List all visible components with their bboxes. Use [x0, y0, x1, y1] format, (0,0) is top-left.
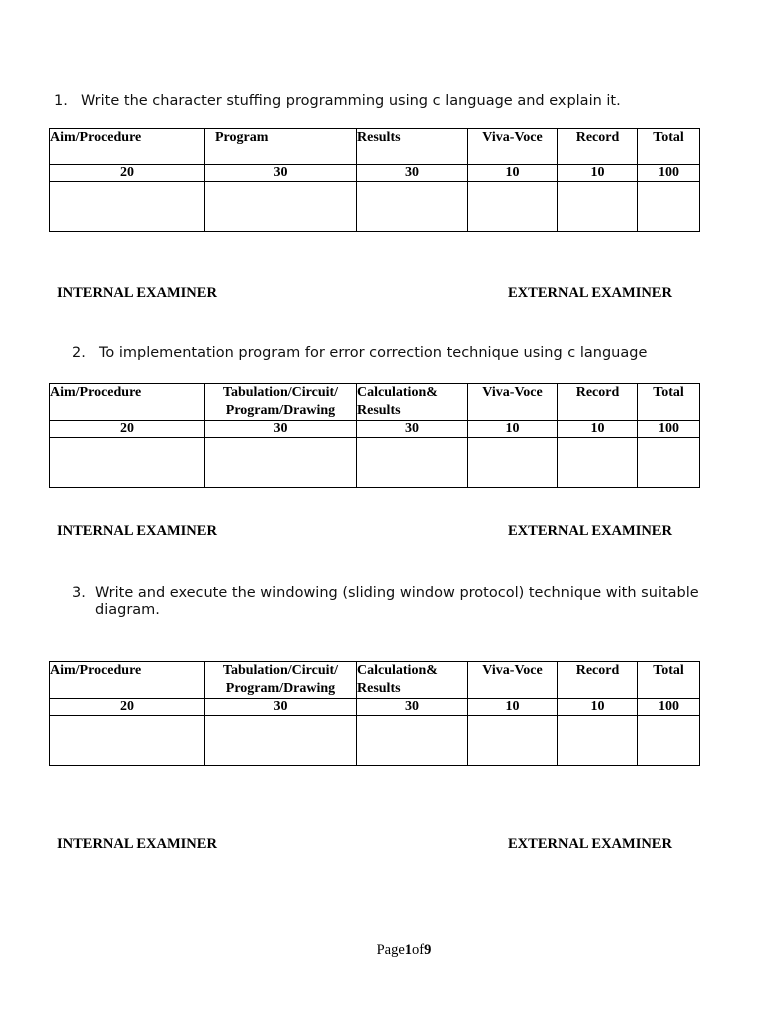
- current-page-number: 1: [404, 942, 413, 958]
- marks-program: 30: [205, 165, 357, 182]
- score-cell: [50, 182, 205, 232]
- header-aim-procedure: Aim/Procedure: [50, 662, 205, 699]
- table-score-row: [50, 182, 700, 232]
- score-cell: [50, 438, 205, 488]
- header-line: Results: [357, 403, 401, 418]
- header-line: Calculation&: [357, 663, 438, 678]
- score-cell: [205, 716, 357, 766]
- header-total: Total: [638, 662, 700, 699]
- table-score-row: [50, 716, 700, 766]
- marks-total: 100: [638, 165, 700, 182]
- header-total: Total: [638, 384, 700, 421]
- header-line: Tabulation/Circuit/: [222, 663, 339, 678]
- marks-record: 10: [558, 421, 638, 438]
- marks-tabulation: 30: [205, 421, 357, 438]
- score-cell: [205, 438, 357, 488]
- score-cell: [638, 438, 700, 488]
- score-cell: [638, 716, 700, 766]
- marks-record: 10: [558, 699, 638, 716]
- header-record: Record: [558, 662, 638, 699]
- marks-aim-procedure: 20: [50, 699, 205, 716]
- question-number: 1.: [54, 93, 68, 109]
- table-header-row: [50, 129, 700, 165]
- internal-examiner-label: INTERNAL EXAMINER: [57, 285, 217, 301]
- marks-tabulation: 30: [205, 699, 357, 716]
- marks-total: 100: [638, 421, 700, 438]
- header-tabulation-circuit: [205, 662, 357, 699]
- score-cell: [50, 716, 205, 766]
- score-cell: [468, 438, 558, 488]
- question-2: [72, 345, 762, 362]
- external-examiner-label: EXTERNAL EXAMINER: [508, 523, 672, 539]
- total-pages-number: 9: [424, 942, 432, 958]
- score-cell: [357, 438, 468, 488]
- header-line: Calculation&: [357, 385, 438, 400]
- external-examiner-label: EXTERNAL EXAMINER: [508, 836, 672, 852]
- question-text: To implementation program for error correction technique using c language: [99, 345, 648, 361]
- marks-aim-procedure: 20: [50, 165, 205, 182]
- of-label: of: [412, 942, 425, 958]
- header-line: Results: [357, 681, 401, 696]
- page-label: Page: [376, 942, 405, 958]
- question-number: 2.: [72, 345, 86, 361]
- internal-examiner-label: INTERNAL EXAMINER: [57, 836, 217, 852]
- question-text: Write the character stuffing programming using c language and explain it.: [81, 93, 621, 109]
- header-calculation-results: [357, 384, 468, 421]
- score-cell: [558, 438, 638, 488]
- marks-calculation: 30: [357, 421, 468, 438]
- marks-aim-procedure: 20: [50, 421, 205, 438]
- table-marks-row: [50, 421, 700, 438]
- score-cell: [357, 182, 468, 232]
- header-results: Results: [357, 129, 468, 165]
- table-header-row: [50, 662, 700, 699]
- marks-calculation: 30: [357, 699, 468, 716]
- page-footer: [0, 942, 768, 959]
- table-score-row: [50, 438, 700, 488]
- header-aim-procedure: Aim/Procedure: [50, 384, 205, 421]
- marks-total: 100: [638, 699, 700, 716]
- header-aim-procedure: Aim/Procedure: [50, 129, 205, 165]
- question-3: [72, 585, 742, 619]
- question-number: 3.: [72, 585, 86, 601]
- question-text: Write and execute the windowing (sliding window protocol) technique with suitable diagram.: [95, 585, 699, 618]
- marks-table-2: [49, 383, 700, 488]
- marks-viva-voce: 10: [468, 699, 558, 716]
- table-marks-row: [50, 699, 700, 716]
- score-cell: [468, 182, 558, 232]
- score-cell: [638, 182, 700, 232]
- score-cell: [558, 182, 638, 232]
- marks-record: 10: [558, 165, 638, 182]
- header-line: Program/Drawing: [225, 681, 336, 696]
- header-line: Tabulation/Circuit/: [222, 385, 339, 400]
- header-tabulation-circuit: [205, 384, 357, 421]
- score-cell: [468, 716, 558, 766]
- score-cell: [558, 716, 638, 766]
- table-header-row: [50, 384, 700, 421]
- header-record: Record: [558, 384, 638, 421]
- header-viva-voce: Viva-Voce: [468, 662, 558, 699]
- internal-examiner-label: INTERNAL EXAMINER: [57, 523, 217, 539]
- header-viva-voce: Viva-Voce: [468, 129, 558, 165]
- header-viva-voce: Viva-Voce: [468, 384, 558, 421]
- marks-table-1: [49, 128, 700, 232]
- header-program: Program: [205, 129, 357, 165]
- header-line: Program/Drawing: [225, 403, 336, 418]
- marks-viva-voce: 10: [468, 421, 558, 438]
- marks-results: 30: [357, 165, 468, 182]
- question-1: [54, 93, 754, 110]
- score-cell: [357, 716, 468, 766]
- marks-viva-voce: 10: [468, 165, 558, 182]
- score-cell: [205, 182, 357, 232]
- marks-table-3: [49, 661, 700, 766]
- external-examiner-label: EXTERNAL EXAMINER: [508, 285, 672, 301]
- header-record: Record: [558, 129, 638, 165]
- table-marks-row: [50, 165, 700, 182]
- header-calculation-results: [357, 662, 468, 699]
- header-total: Total: [638, 129, 700, 165]
